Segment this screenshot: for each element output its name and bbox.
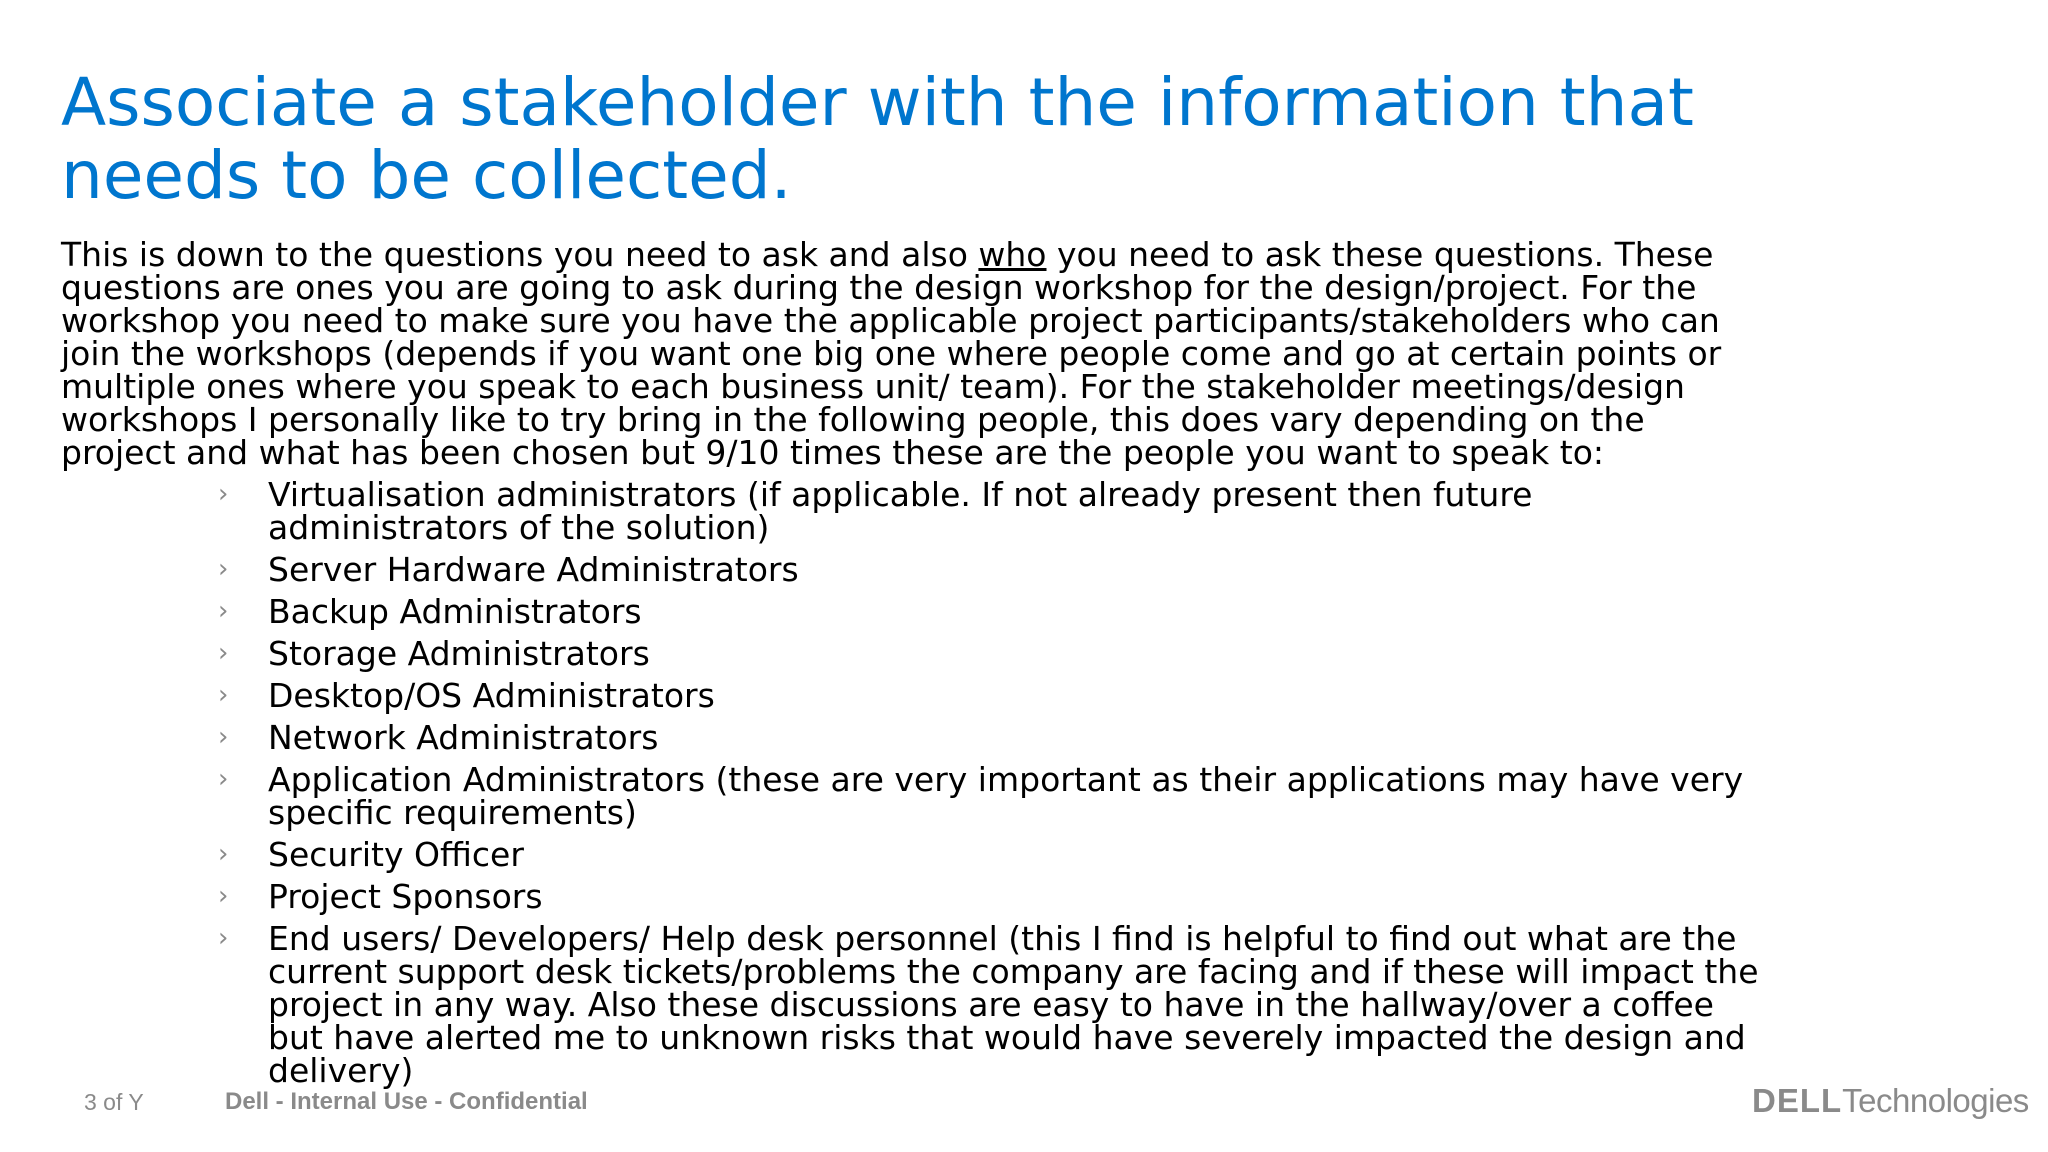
list-item-text: Server Hardware Administrators [268,550,799,589]
list-item [218,835,1918,874]
intro-line: questions are ones you are going to ask during the design workshop for the design/project. For the [61,268,1697,307]
list-item-text: Backup Administrators [268,592,642,631]
classification-label: Dell - Internal Use - Confidential [225,1088,588,1115]
intro-line: project and what has been chosen but 9/10 times these are the people you want to speak to: [61,433,1605,472]
intro-line: workshops I personally like to try bring in the following people, this does vary depending on the [61,400,1645,439]
list-item-text: Application Administrators (these are very important as their applications may have very [268,760,1744,799]
intro-line: multiple ones where you speak to each business unit/ team). For the stakeholder meetings/design [61,367,1685,406]
intro-text: you need to ask these questions. These [1046,235,1714,274]
chevron-right-icon: › [218,839,229,869]
list-item [218,634,1918,673]
list-item-text: but have alerted me to unknown risks that would have severely impacted the design and [268,1018,1746,1057]
intro-line: workshop you need to make sure you have the applicable project participants/stakeholders who can [61,301,1720,340]
list-item [218,676,1918,715]
chevron-right-icon: › [218,596,229,626]
dell-technologies-logo [1752,1082,2029,1120]
chevron-right-icon: › [218,764,229,794]
list-item [218,550,1918,589]
logo-brand: DELL [1752,1082,1843,1119]
list-item-text: Security Officer [268,835,524,874]
logo-suffix: Technologies [1842,1082,2029,1119]
list-item [218,760,1918,832]
list-item-text: End users/ Developers/ Help desk personnel (this I find is helpful to find out what are the [268,919,1737,958]
chevron-right-icon: › [218,680,229,710]
slide-title [61,66,1961,212]
intro-line: join the workshops (depends if you want one big one where people come and go at certain points or [61,334,1722,373]
chevron-right-icon: › [218,722,229,752]
list-item-text: project in any way. Also these discussions are easy to have in the hallway/over a coffee [268,985,1714,1024]
chevron-right-icon: › [218,554,229,584]
intro-text: This is down to the questions you need to ask and also [61,235,979,274]
slide-title-line: Associate a stakeholder with the information that [61,64,1694,141]
chevron-right-icon: › [218,923,229,953]
underlined-word: who [978,235,1047,274]
list-item [218,718,1918,757]
intro-paragraph [61,235,1961,472]
stakeholder-list [218,475,1918,1096]
list-item [218,475,1918,547]
list-item-text: administrators of the solution) [268,508,770,547]
slide-title-line: needs to be collected. [61,137,792,214]
list-item-text: Desktop/OS Administrators [268,676,715,715]
intro-line [61,235,1961,274]
list-item-text: current support desk tickets/problems the company are facing and if these will impact the [268,952,1759,991]
list-item-text: Project Sponsors [268,877,543,916]
list-item [218,919,1918,1090]
list-item [218,877,1918,916]
chevron-right-icon: › [218,479,229,509]
list-item [218,592,1918,631]
chevron-right-icon: › [218,881,229,911]
list-item-text: Network Administrators [268,718,659,757]
list-item-text: Virtualisation administrators (if applicable. If not already present then future [268,475,1533,514]
chevron-right-icon: › [218,638,229,668]
list-item-text: Storage Administrators [268,634,650,673]
list-item-text: delivery) [268,1051,414,1090]
list-item-text: specific requirements) [268,793,637,832]
page-number: 3 of Y [84,1089,144,1115]
